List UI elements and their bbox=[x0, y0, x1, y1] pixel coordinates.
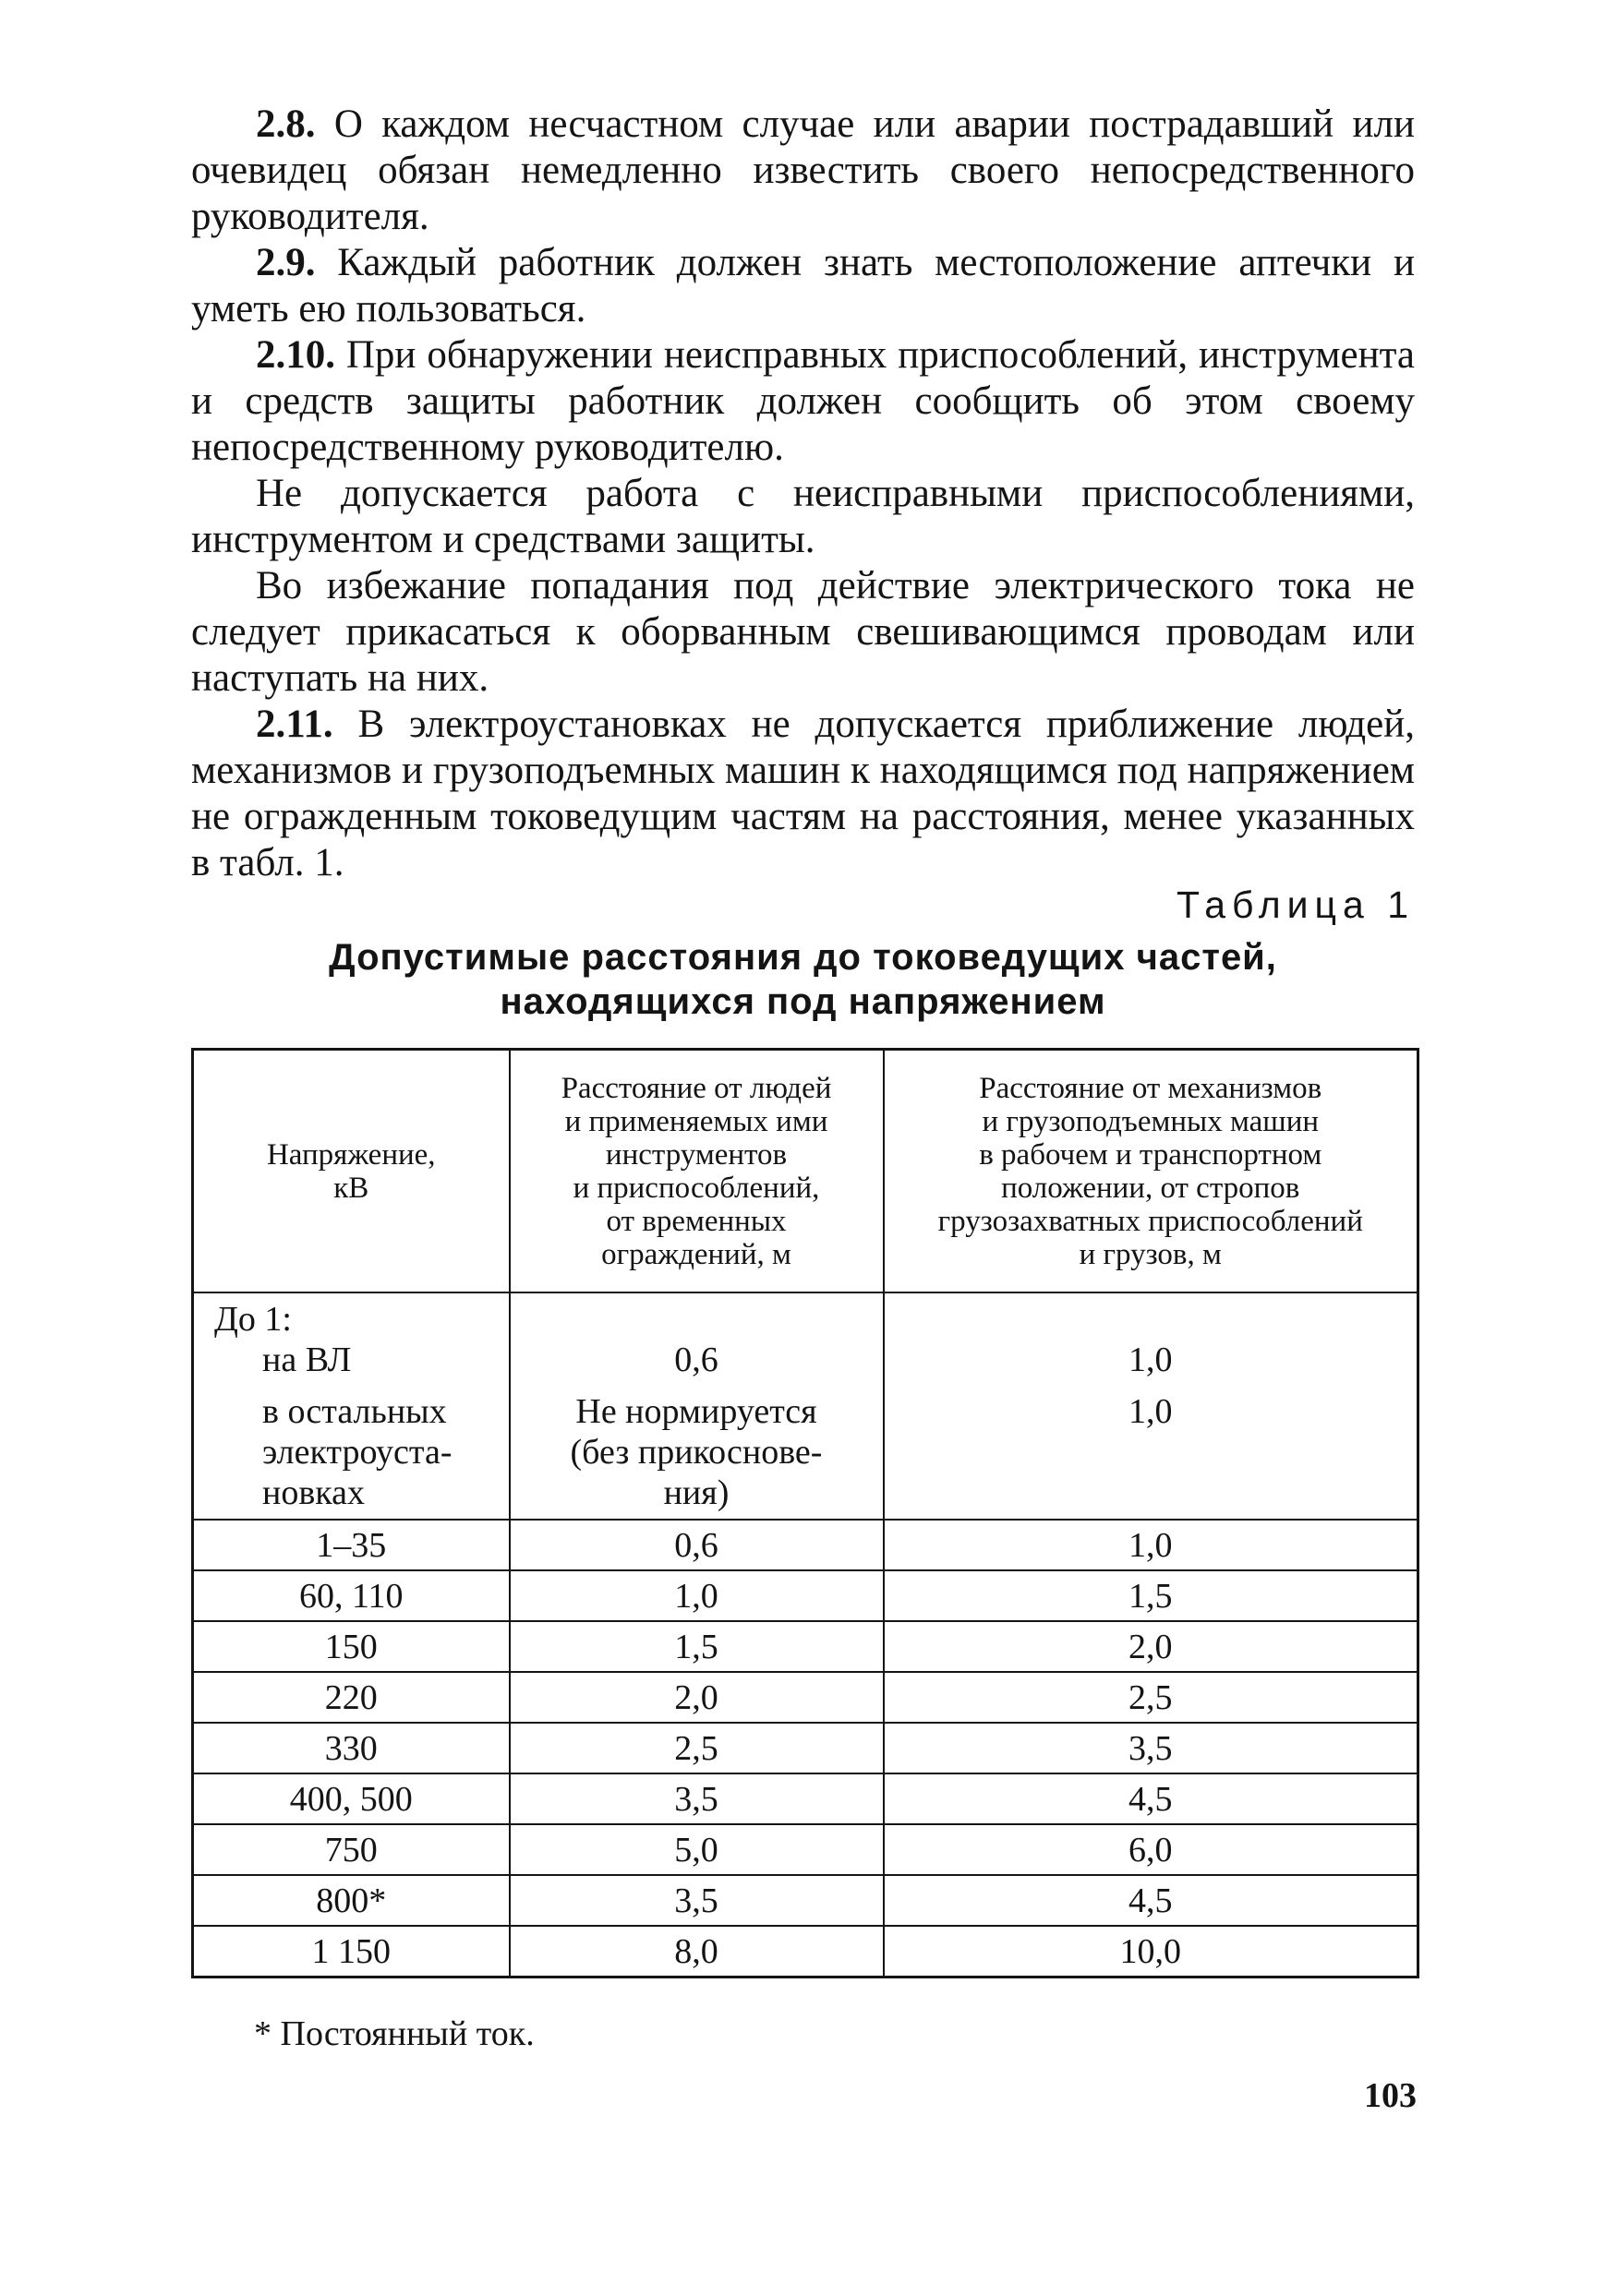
header-line: и грузов, м bbox=[1079, 1237, 1222, 1271]
table-row-up-to-1 bbox=[193, 1292, 1418, 1520]
group-value: 1,0 bbox=[1128, 1340, 1173, 1379]
paragraph-text: О каждом несчастном случае или аварии пострадавший или очевидец обязан немедленно известить своего непосредственного руководителя. bbox=[191, 102, 1415, 238]
page-number: 103 bbox=[1364, 2076, 1417, 2115]
cell-machines: 10,0 bbox=[884, 1926, 1418, 1977]
group-value-line: Не нормируется bbox=[575, 1392, 817, 1431]
paragraph-2-11 bbox=[191, 702, 1415, 886]
cell-machines: 4,5 bbox=[884, 1875, 1418, 1926]
header-machines-distance bbox=[884, 1050, 1418, 1293]
cell-machines: 1,0 bbox=[884, 1520, 1418, 1570]
paragraph-number: 2.10. bbox=[256, 333, 335, 377]
paragraph-text: В электроустановках не допускается приближение людей, механизмов и грузоподъемных машин к находящимся под напряжением не огражденным токоведущим частям на расстояния, менее указанных в табл. 1. bbox=[191, 703, 1415, 884]
cell-people: 3,5 bbox=[510, 1875, 884, 1926]
header-line: Расстояние от механизмов bbox=[979, 1071, 1322, 1105]
group-value-multiline bbox=[511, 1391, 883, 1513]
paragraph-number: 2.9. bbox=[256, 241, 316, 284]
cell-machines: 1,5 bbox=[884, 1570, 1418, 1621]
paragraph-number: 2.11. bbox=[256, 703, 333, 746]
table-title-line: Допустимые расстояния до токоведущих частей, bbox=[329, 937, 1277, 978]
header-line: инструментов bbox=[605, 1137, 788, 1172]
header-line: и применяемых ими bbox=[564, 1104, 828, 1138]
group-sub-line: новках bbox=[262, 1473, 366, 1512]
header-line: ограждений, м bbox=[601, 1237, 791, 1271]
group-sub-other bbox=[214, 1391, 509, 1513]
table-label: Таблица 1 bbox=[1177, 884, 1415, 926]
table-row bbox=[193, 1824, 1418, 1875]
cell-voltage: 400, 500 bbox=[193, 1773, 510, 1824]
cell-machines: 3,5 bbox=[884, 1723, 1418, 1773]
cell-voltage: 800* bbox=[193, 1875, 510, 1926]
cell-machines: 2,0 bbox=[884, 1621, 1418, 1672]
table-row bbox=[193, 1621, 1418, 1672]
cell-people: 5,0 bbox=[510, 1824, 884, 1875]
group-value-line: ния) bbox=[663, 1473, 730, 1512]
header-line: и грузоподъемных машин bbox=[982, 1104, 1320, 1138]
group-sub-line: в остальных bbox=[262, 1392, 447, 1431]
distances-table bbox=[191, 1048, 1419, 1978]
cell-people: 1,5 bbox=[510, 1621, 884, 1672]
cell-voltage: 330 bbox=[193, 1723, 510, 1773]
cell-people: 2,5 bbox=[510, 1723, 884, 1773]
table-row bbox=[193, 1723, 1418, 1773]
group-machines-cell bbox=[884, 1292, 1418, 1520]
cell-people: 3,5 bbox=[510, 1773, 884, 1824]
group-value-line: (без прикоснове- bbox=[570, 1433, 823, 1472]
table-row bbox=[193, 1570, 1418, 1621]
cell-people: 0,6 bbox=[510, 1520, 884, 1570]
table-row bbox=[193, 1875, 1418, 1926]
header-people-distance bbox=[510, 1050, 884, 1293]
footnote: * Постоянный ток. bbox=[254, 2014, 535, 2053]
table-title bbox=[191, 935, 1415, 1024]
group-voltage-cell bbox=[193, 1292, 510, 1520]
table-title-line: находящихся под напряжением bbox=[500, 981, 1106, 1022]
table-row bbox=[193, 1672, 1418, 1723]
cell-voltage: 220 bbox=[193, 1672, 510, 1723]
paragraph-number: 2.8. bbox=[256, 102, 316, 146]
paragraph-2-8 bbox=[191, 102, 1415, 240]
header-line: и приспособлений, bbox=[573, 1171, 820, 1205]
cell-people: 1,0 bbox=[510, 1570, 884, 1621]
header-line: от временных bbox=[606, 1204, 787, 1238]
header-line: положении, от стропов bbox=[1001, 1171, 1300, 1205]
table-header-row bbox=[193, 1050, 1418, 1293]
table-row bbox=[193, 1926, 1418, 1977]
cell-people: 2,0 bbox=[510, 1672, 884, 1723]
cell-voltage: 60, 110 bbox=[193, 1570, 510, 1621]
header-line: Расстояние от людей bbox=[561, 1071, 832, 1105]
paragraph-2-10 bbox=[191, 332, 1415, 471]
paragraph-electric-shock bbox=[191, 563, 1415, 702]
table-row bbox=[193, 1520, 1418, 1570]
cell-machines: 6,0 bbox=[884, 1824, 1418, 1875]
header-line: в рабочем и транспортном bbox=[979, 1137, 1322, 1172]
header-line: кВ bbox=[333, 1171, 369, 1205]
group-value: 0,6 bbox=[674, 1340, 718, 1379]
cell-voltage: 150 bbox=[193, 1621, 510, 1672]
paragraph-prohibition bbox=[191, 471, 1415, 563]
cell-voltage: 1–35 bbox=[193, 1520, 510, 1570]
paragraph-text: Не допускается работа с неисправными приспособлениями, инструментом и средствами защиты. bbox=[191, 472, 1415, 561]
cell-people: 8,0 bbox=[510, 1926, 884, 1977]
paragraph-text: Каждый работник должен знать местоположение аптечки и уметь ею пользоваться. bbox=[191, 241, 1415, 331]
cell-machines: 4,5 bbox=[884, 1773, 1418, 1824]
cell-machines: 2,5 bbox=[884, 1672, 1418, 1723]
body-text bbox=[191, 102, 1415, 886]
paragraph-text: Во избежание попадания под действие электрического тока не следует прикасаться к оборванным свешивающимся проводам или наступать на них. bbox=[191, 564, 1415, 700]
table-row bbox=[193, 1773, 1418, 1824]
group-sub-overhead: на ВЛ bbox=[262, 1340, 352, 1379]
cell-voltage: 1 150 bbox=[193, 1926, 510, 1977]
paragraph-2-9 bbox=[191, 240, 1415, 332]
paragraph-text: При обнаружении неисправных приспособлений, инструмента и средств защиты работник должен сообщить об этом своему непосредственному руководителю. bbox=[191, 333, 1415, 469]
group-label: До 1: bbox=[214, 1300, 292, 1339]
group-value: 1,0 bbox=[1128, 1392, 1173, 1431]
cell-voltage: 750 bbox=[193, 1824, 510, 1875]
header-voltage bbox=[193, 1050, 510, 1293]
group-sub-line: электроуста- bbox=[262, 1433, 453, 1472]
header-line: грузозахватных приспособлений bbox=[937, 1204, 1363, 1238]
header-line: Напряжение, bbox=[266, 1137, 436, 1172]
group-people-cell bbox=[510, 1292, 884, 1520]
